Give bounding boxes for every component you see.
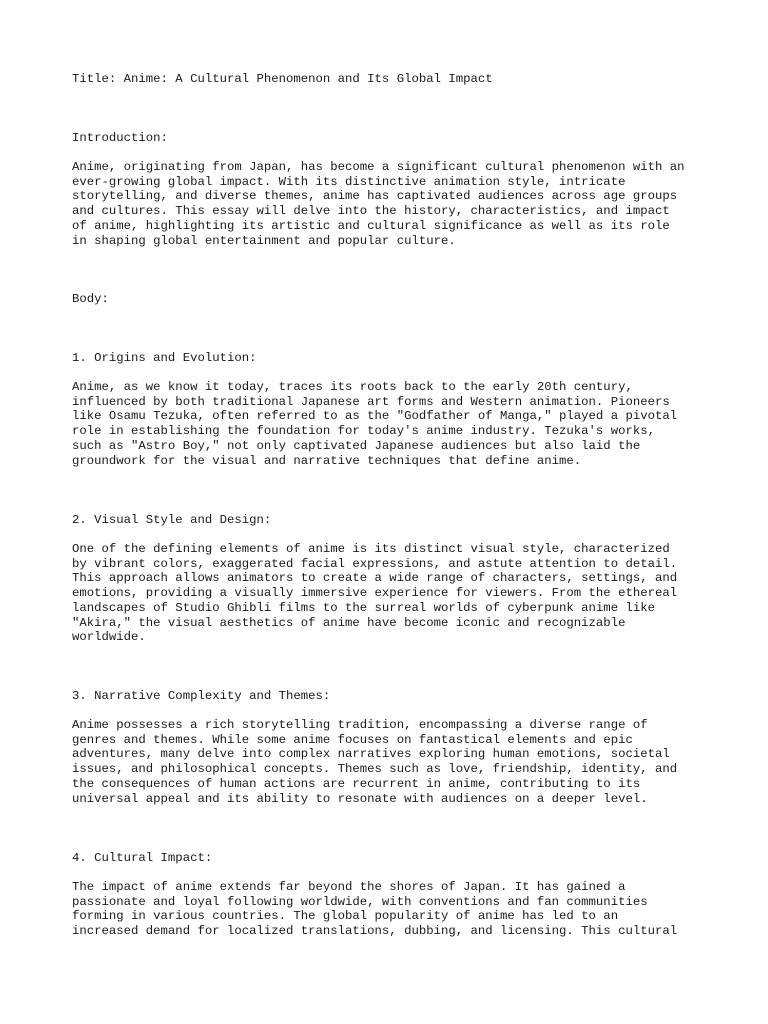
section-heading-origins: 1. Origins and Evolution: — [72, 351, 257, 365]
section-paragraph-visual-style: One of the defining elements of anime is its distinct visual style, characterized by vibrant colors, exaggerated facial expressions, and astute attention to detail. This approach allows animators to create a wide range of characters, settings, and emotions, providing a visually immersive experience for viewers. From the ethereal landscapes of Studio Ghibli films to the surreal worlds of cyberpunk anime like "Akira," the visual aesthetics of anime have become iconic and recognizable worldwide. — [72, 542, 678, 645]
document-title: Title: Anime: A Cultural Phenomenon and Its Global Impact — [72, 72, 493, 86]
section-paragraph-cultural-impact: The impact of anime extends far beyond the shores of Japan. It has gained a passionate and loyal following worldwide, with conventions and fan communities forming in various countries. The global popularity of anime has led to an increased demand for localized translations, dubbing, and licensing. This cultural — [72, 880, 678, 939]
introduction-paragraph: Anime, originating from Japan, has become a significant cultural phenomenon with an ever-growing global impact. With its distinctive animation style, intricate storytelling, and diverse themes, anime has captivated audiences across age groups and cultures. This essay will delve into the history, characteristics, and impact of anime, highlighting its artistic and cultural significance as well as its role in shaping global entertainment and popular culture. — [72, 160, 685, 248]
section-heading-narrative: 3. Narrative Complexity and Themes: — [72, 689, 331, 703]
section-paragraph-narrative: Anime possesses a rich storytelling tradition, encompassing a diverse range of genres and themes. While some anime focuses on fantastical elements and epic adventures, many delve into complex narratives exploring human emotions, societal issues, and philosophical concepts. Themes such as love, friendship, identity, and the consequences of human actions are recurrent in anime, contributing to its universal appeal and its ability to resonate with audiences on a deeper level. — [72, 718, 678, 806]
section-heading-visual-style: 2. Visual Style and Design: — [72, 513, 272, 527]
body-heading: Body: — [72, 292, 109, 306]
section-paragraph-origins: Anime, as we know it today, traces its roots back to the early 20th century, influenced by both traditional Japanese art forms and Western animation. Pioneers like Osamu Tezuka, often referred to as the "Godfather of Manga," played a pivotal role in establishing the foundation for today's anime industry. Tezuka's works, such as "Astro Boy," not only captivated Japanese audiences but also laid the groundwork for the visual and narrative techniques that define anime. — [72, 380, 678, 468]
section-heading-cultural-impact: 4. Cultural Impact: — [72, 851, 213, 865]
introduction-heading: Introduction: — [72, 131, 168, 145]
